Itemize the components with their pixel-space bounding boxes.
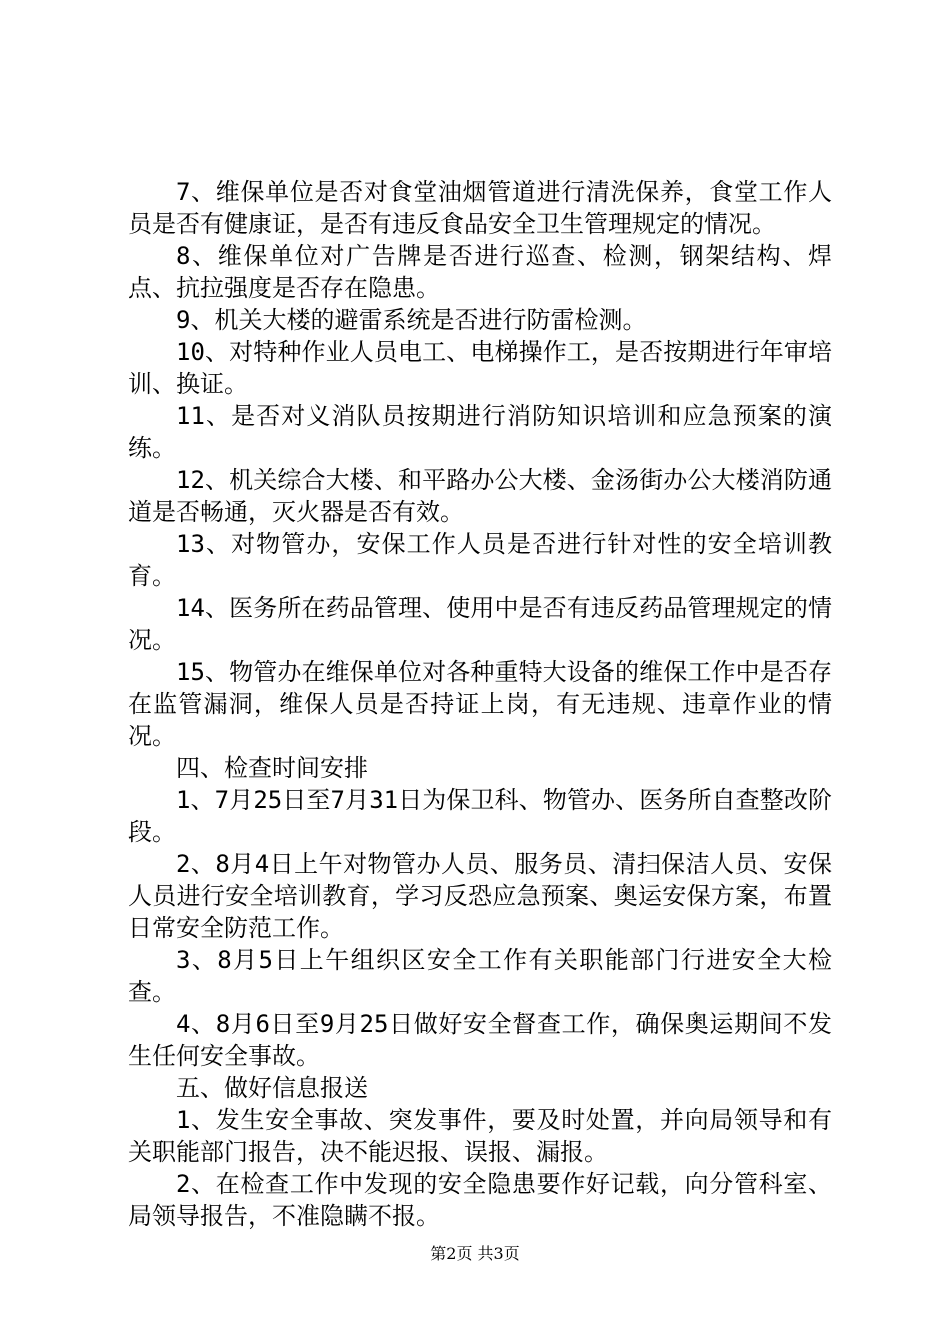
section-heading-reporting: 五、做好信息报送 (176, 1074, 368, 1102)
paragraph-item-12: 12、机关综合大楼、和平路办公大楼、金汤街办公大楼消防通道是否畅通，灭火器是否有效。 (128, 466, 832, 526)
schedule-item-4: 4、8月6日至9月25日做好安全督查工作，确保奥运期间不发生任何安全事故。 (128, 1010, 832, 1070)
paragraph-item-9: 9、机关大楼的避雷系统是否进行防雷检测。 (176, 306, 647, 334)
paragraph-item-7: 7、维保单位是否对食堂油烟管道进行清洗保养，食堂工作人员是否有健康证，是否有违反食品安全卫生管理规定的情况。 (128, 178, 832, 238)
schedule-item-2: 2、8月4日上午对物管办人员、服务员、清扫保洁人员、安保人员进行安全培训教育，学习反恐应急预案、奥运安保方案，布置日常安全防范工作。 (128, 850, 832, 942)
paragraph-item-14: 14、医务所在药品管理、使用中是否有违反药品管理规定的情况。 (128, 594, 832, 654)
paragraph-item-13: 13、对物管办，安保工作人员是否进行针对性的安全培训教育。 (128, 530, 832, 590)
schedule-item-3: 3、8月5日上午组织区安全工作有关职能部门行进安全大检查。 (128, 946, 832, 1006)
paragraph-item-11: 11、是否对义消队员按期进行消防知识培训和应急预案的演练。 (128, 402, 832, 462)
reporting-item-2: 2、在检查工作中发现的安全隐患要作好记载，向分管科室、局领导报告，不准隐瞒不报。 (128, 1170, 832, 1230)
reporting-item-1: 1、发生安全事故、突发事件，要及时处置，并向局领导和有关职能部门报告，决不能迟报、误报、漏报。 (128, 1106, 832, 1166)
section-heading-schedule: 四、检查时间安排 (176, 754, 368, 782)
paragraph-item-15: 15、物管办在维保单位对各种重特大设备的维保工作中是否存在监管漏洞，维保人员是否持证上岗，有无违规、违章作业的情况。 (128, 658, 832, 750)
paragraph-item-8: 8、维保单位对广告牌是否进行巡查、检测，钢架结构、焊点、抗拉强度是否存在隐患。 (128, 242, 832, 302)
paragraph-item-10: 10、对特种作业人员电工、电梯操作工，是否按期进行年审培训、换证。 (128, 338, 832, 398)
document-body (128, 176, 832, 1232)
schedule-item-1: 1、7月25日至7月31日为保卫科、物管办、医务所自查整改阶段。 (128, 786, 832, 846)
page-footer: 第2页 共3页 (430, 1244, 520, 1263)
